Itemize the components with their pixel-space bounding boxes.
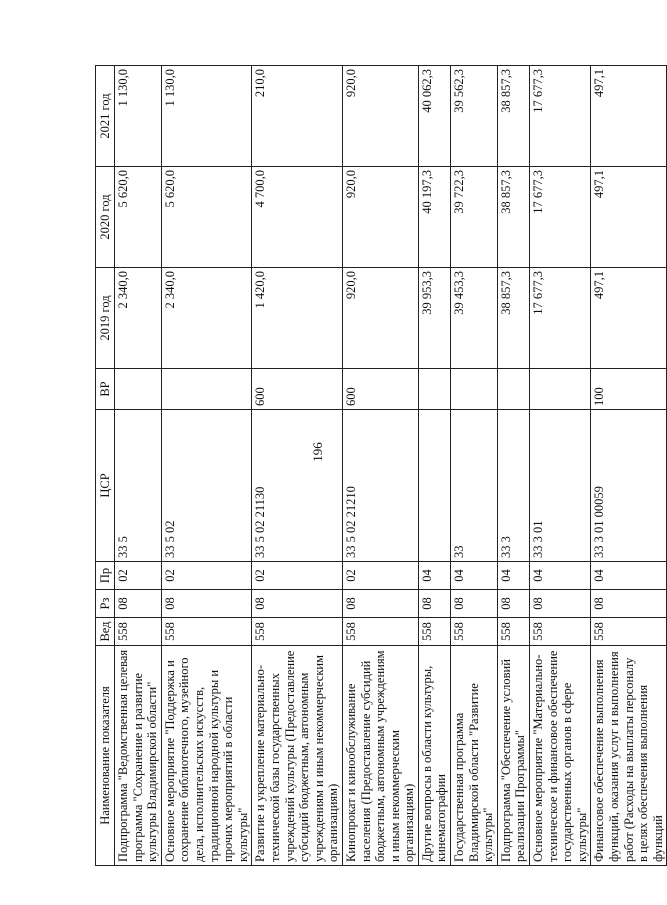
row-csr: 33 — [451, 410, 498, 562]
row-2020: 497,1 — [591, 167, 667, 268]
page-number: 196 — [310, 442, 325, 462]
row-2019: 39 453,3 — [451, 268, 498, 369]
row-2020: 38 857,3 — [497, 167, 529, 268]
row-2020: 4 700,0 — [252, 167, 343, 268]
row-vr: 600 — [342, 369, 418, 410]
row-2019: 38 857,3 — [497, 268, 529, 369]
row-rz: 08 — [418, 590, 450, 618]
row-ved: 558 — [115, 618, 162, 646]
row-vr — [497, 369, 529, 410]
row-2019: 17 677,3 — [530, 268, 591, 369]
row-pr: 04 — [451, 562, 498, 590]
row-2021: 1 130,0 — [161, 66, 252, 167]
row-ved: 558 — [342, 618, 418, 646]
table-row — [252, 66, 343, 866]
header-csr: ЦСР — [96, 410, 115, 562]
row-name: Кинопрокат и кинообслуживание населения (Предоставление субсидий бюджетным, автономным учреждениям и иным некоммерческим организациям) — [342, 646, 418, 866]
row-pr: 02 — [115, 562, 162, 590]
row-csr: 33 5 02 21130 — [252, 410, 343, 562]
row-2019: 497,1 — [591, 268, 667, 369]
row-vr — [418, 369, 450, 410]
row-csr — [418, 410, 450, 562]
row-csr: 33 5 02 — [161, 410, 252, 562]
row-rz: 08 — [497, 590, 529, 618]
row-pr: 04 — [591, 562, 667, 590]
row-name: Государственная программа Владимирской области "Развитие культуры" — [451, 646, 498, 866]
row-2021: 38 857,3 — [497, 66, 529, 167]
header-ved: Вед — [96, 618, 115, 646]
row-pr: 02 — [161, 562, 252, 590]
row-vr — [451, 369, 498, 410]
header-2020: 2020 год — [96, 167, 115, 268]
row-name: Финансовое обеспечение выполнения функций, оказания услуг и выполнения работ (Расходы на выплаты персоналу в целях обеспечения выполнения функций — [591, 646, 667, 866]
table-header-row — [96, 66, 115, 866]
header-name: Наименование показателя — [96, 646, 115, 866]
header-2019: 2019 год — [96, 268, 115, 369]
row-vr — [161, 369, 252, 410]
row-ved: 558 — [161, 618, 252, 646]
row-csr: 33 5 — [115, 410, 162, 562]
row-2019: 1 420,0 — [252, 268, 343, 369]
row-2019: 39 953,3 — [418, 268, 450, 369]
row-name: Основное мероприятие "Поддержка и сохранение библиотечного, музейного дела, исполнительских искусств, традиционной народной культуры и прочих мероприятий в области культуры" — [161, 646, 252, 866]
row-rz: 08 — [115, 590, 162, 618]
row-2021: 40 062,3 — [418, 66, 450, 167]
row-ved: 558 — [591, 618, 667, 646]
header-2021: 2021 год — [96, 66, 115, 167]
row-rz: 08 — [252, 590, 343, 618]
table-row — [530, 66, 591, 866]
row-pr: 04 — [530, 562, 591, 590]
row-rz: 08 — [451, 590, 498, 618]
row-vr: 600 — [252, 369, 343, 410]
row-2021: 920,0 — [342, 66, 418, 167]
row-ved: 558 — [530, 618, 591, 646]
row-csr: 33 3 01 — [530, 410, 591, 562]
row-ved: 558 — [418, 618, 450, 646]
row-2019: 2 340,0 — [115, 268, 162, 369]
row-rz: 08 — [530, 590, 591, 618]
header-pr: Пр — [96, 562, 115, 590]
row-rz: 08 — [591, 590, 667, 618]
row-name: Другие вопросы в области культуры, кинематографии — [418, 646, 450, 866]
table-row — [591, 66, 667, 866]
row-2019: 920,0 — [342, 268, 418, 369]
row-csr: 33 5 02 21210 — [342, 410, 418, 562]
row-2020: 17 677,3 — [530, 167, 591, 268]
row-csr: 33 3 01 00059 — [591, 410, 667, 562]
row-name: Основное мероприятие "Материально-техническое и финансовое обеспечение государственных органов в сфере культуры" — [530, 646, 591, 866]
row-rz: 08 — [161, 590, 252, 618]
table-row — [161, 66, 252, 866]
row-2020: 920,0 — [342, 167, 418, 268]
row-vr: 100 — [591, 369, 667, 410]
row-pr: 04 — [418, 562, 450, 590]
row-2020: 40 197,3 — [418, 167, 450, 268]
row-2021: 17 677,3 — [530, 66, 591, 167]
table-row — [342, 66, 418, 866]
row-2021: 497,1 — [591, 66, 667, 167]
header-vr: ВР — [96, 369, 115, 410]
row-2021: 1 130,0 — [115, 66, 162, 167]
row-name: Подпрограмма "Обеспечение условий реализации Программы" — [497, 646, 529, 866]
row-csr: 33 3 — [497, 410, 529, 562]
row-rz: 08 — [342, 590, 418, 618]
row-2021: 39 562,3 — [451, 66, 498, 167]
header-rz: Рз — [96, 590, 115, 618]
row-ved: 558 — [252, 618, 343, 646]
row-2021: 210,0 — [252, 66, 343, 167]
row-vr — [115, 369, 162, 410]
row-2020: 5 620,0 — [161, 167, 252, 268]
row-ved: 558 — [451, 618, 498, 646]
row-pr: 02 — [342, 562, 418, 590]
table-row — [451, 66, 498, 866]
row-name: Подпрограмма "Ведомственная целевая программа "Сохранение и развитие культуры Владимирской области" — [115, 646, 162, 866]
row-vr — [530, 369, 591, 410]
row-2020: 39 722,3 — [451, 167, 498, 268]
table-row — [115, 66, 162, 866]
row-ved: 558 — [497, 618, 529, 646]
row-name: Развитие и укрепление материально-технической базы государственных учреждений культуры (Предоставление субсидий бюджетным, автономным учреждениям и иным некоммерческим организациям) — [252, 646, 343, 866]
row-pr: 04 — [497, 562, 529, 590]
row-pr: 02 — [252, 562, 343, 590]
table-row — [497, 66, 529, 866]
budget-table — [95, 65, 667, 866]
row-2020: 5 620,0 — [115, 167, 162, 268]
budget-table-rotated — [95, 66, 665, 866]
table-row — [418, 66, 450, 866]
row-2019: 2 340,0 — [161, 268, 252, 369]
